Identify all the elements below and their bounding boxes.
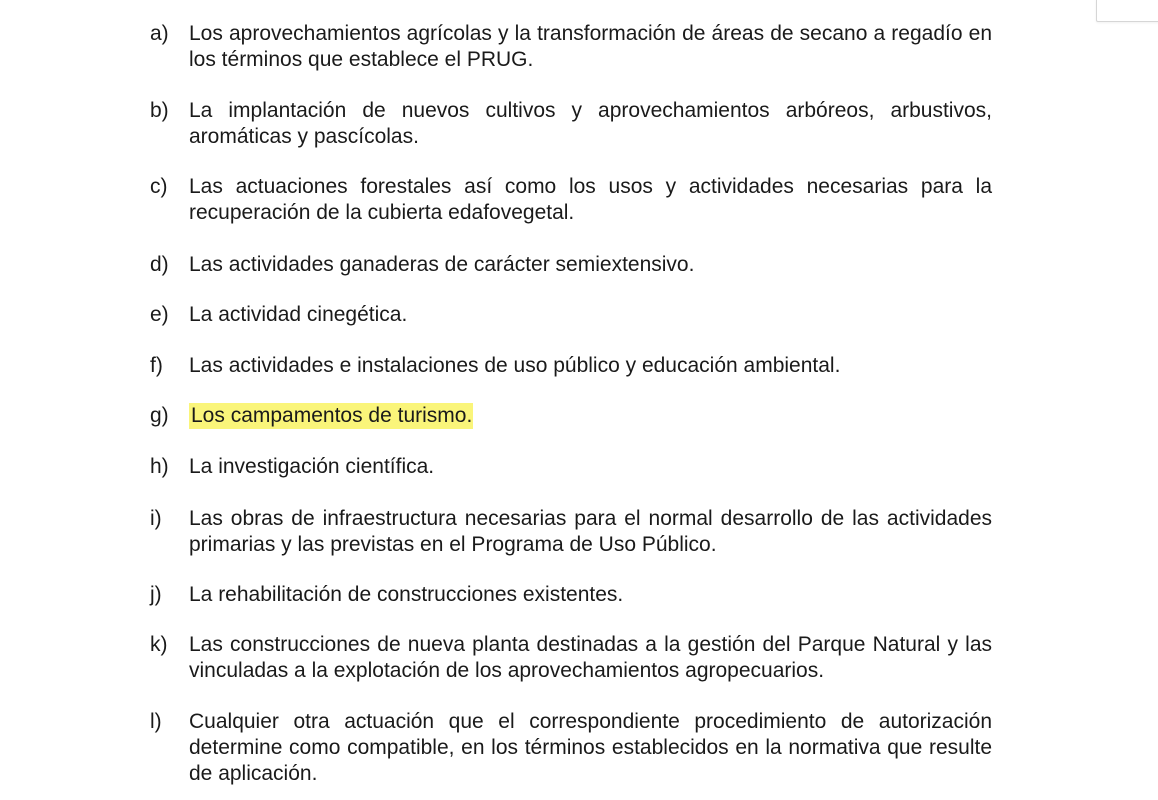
list-marker: k) [150, 633, 168, 656]
corner-control[interactable] [1096, 0, 1158, 22]
list-marker: a) [150, 22, 169, 45]
list-marker: e) [150, 303, 169, 326]
highlighted-text: Los campamentos de turismo. [191, 404, 473, 427]
list-item-text: Las actividades ganaderas de carácter semiextensivo. [189, 253, 695, 276]
list-item-text: La rehabilitación de construcciones existentes. [189, 583, 624, 606]
list-marker: d) [150, 253, 169, 276]
list-item-text: Cualquier otra actuación que el correspondiente procedimiento de autorización determine como compatible, en los términos establecidos en la normativa que resulte de aplicación. [189, 710, 992, 785]
list-marker: b) [150, 99, 169, 122]
list-marker: h) [150, 455, 169, 478]
list-item-text: Las obras de infraestructura necesarias para el normal desarrollo de las actividades primarias y las previstas en el Programa de Uso Público. [189, 507, 992, 556]
list-item [150, 454, 992, 480]
list-marker: f) [150, 354, 163, 377]
list-item-text: Las actuaciones forestales así como los usos y actividades necesarias para la recuperación de la cubierta edafovegetal. [189, 175, 992, 224]
list-marker: c) [150, 175, 168, 198]
list-item [150, 353, 992, 379]
list-item [150, 709, 992, 787]
list-item-text: Las construcciones de nueva planta destinadas a la gestión del Parque Natural y las vinculadas a la explotación de los aprovechamientos agropecuarios. [189, 633, 992, 682]
list-marker: g) [150, 404, 169, 427]
list-item [150, 252, 992, 278]
list-item-text: La implantación de nuevos cultivos y aprovechamientos arbóreos, arbustivos, aromáticas y pascícolas. [189, 99, 992, 148]
list-item [150, 582, 992, 608]
list-item [150, 98, 992, 150]
list-item-text: La actividad cinegética. [189, 303, 408, 326]
list-item-text: Las actividades e instalaciones de uso público y educación ambiental. [189, 354, 841, 377]
list-item [150, 174, 992, 226]
list-item [150, 302, 992, 328]
list-marker: i) [150, 507, 162, 530]
list-item-highlighted [150, 403, 992, 429]
list-item [150, 506, 992, 558]
list-item-text: Los aprovechamientos agrícolas y la transformación de áreas de secano a regadío en los términos que establece el PRUG. [189, 22, 992, 71]
list-item [150, 21, 992, 73]
list-marker: l) [150, 710, 162, 733]
list-marker: j) [150, 583, 162, 606]
list-item-text: La investigación científica. [189, 455, 435, 478]
list-item [150, 632, 992, 684]
